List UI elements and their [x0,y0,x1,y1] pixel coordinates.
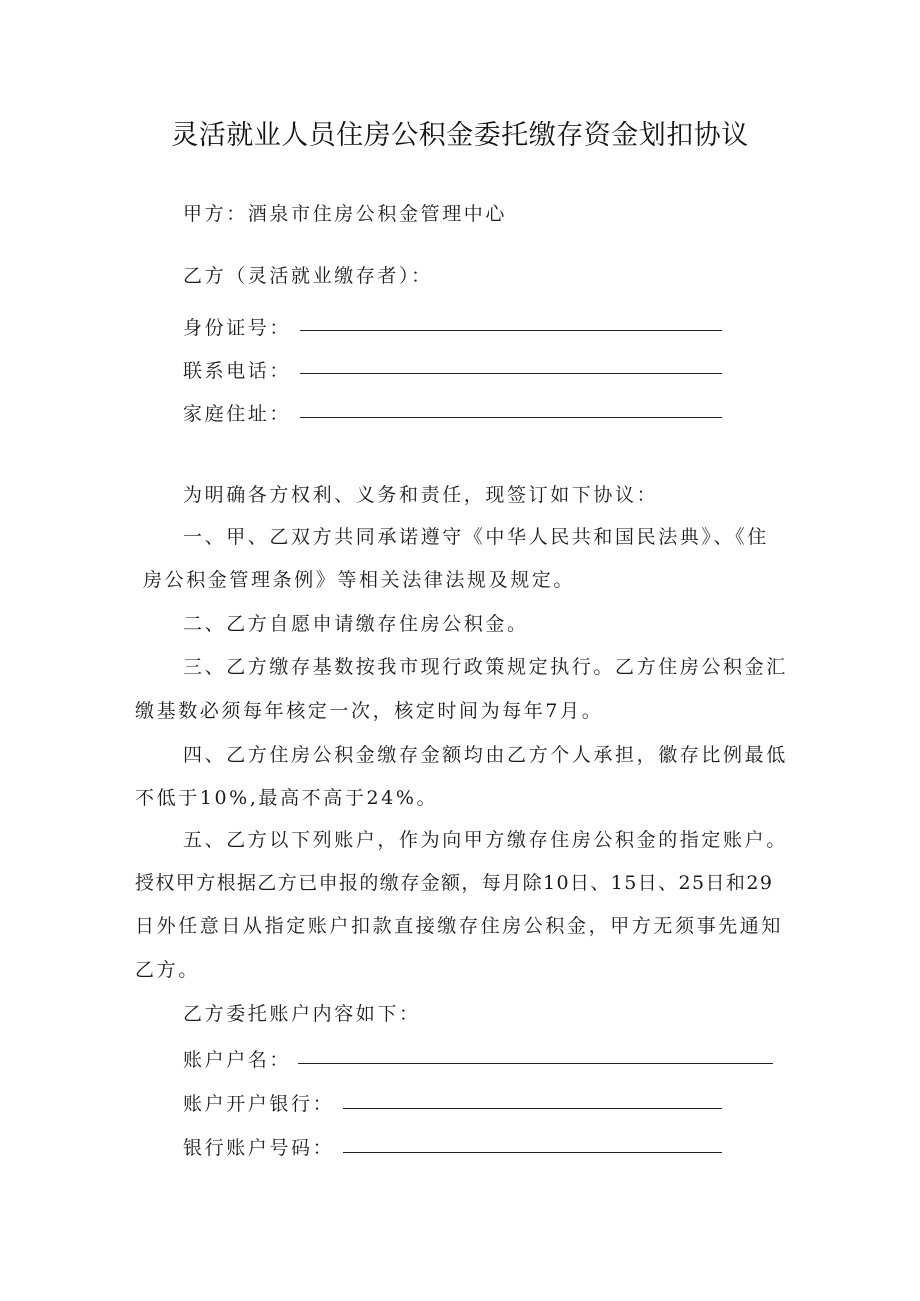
clause-3-line-1: 三、乙方缴存基数按我市现行政策规定执行。乙方住房公积金汇 [183,656,788,678]
clause-4-line-1: 四、乙方住房公积金缴存金额均由乙方个人承担，徽存比例最低 [183,744,788,766]
clause-5-line-4: 乙方。 [135,959,200,981]
id-number-label: 身份证号： [183,317,292,339]
account-number-field[interactable] [343,1152,722,1153]
account-name-label: 账户户名： [183,1049,292,1071]
id-number-field[interactable] [300,330,722,331]
clause-5-line-2: 授权甲方根据乙方已申报的缴存金额，每月除10日、15日、25日和29 [135,872,774,894]
phone-field[interactable] [300,373,722,374]
document-title: 灵活就业人员住房公积金委托缴存资金划扣协议 [171,120,749,151]
phone-label: 联系电话： [183,360,292,382]
account-intro: 乙方委托账户内容如下： [183,1003,421,1025]
clause-1-line-2: 房公积金管理条例》等相关法律法规及规定。 [143,569,576,591]
bank-name-label: 账户开户银行： [183,1093,335,1115]
agreement-intro: 为明确各方权利、义务和责任，现签订如下协议： [183,484,659,506]
clause-4-line-2: 不低于10%,最高不高于24%。 [135,787,439,809]
party-a: 甲方：酒泉市住房公积金管理中心 [183,203,508,225]
account-name-field[interactable] [298,1063,773,1064]
clause-3-line-2: 缴基数必须每年核定一次，核定时间为每年7月。 [135,700,604,722]
clause-5-line-1: 五、乙方以下列账户，作为向甲方缴存住房公积金的指定账户。 [183,829,788,851]
account-number-label: 银行账户号码： [183,1137,335,1159]
address-field[interactable] [300,417,722,418]
clause-2-line-1: 二、乙方自愿申请缴存住房公积金。 [183,613,529,635]
clause-5-line-3: 日外任意日从指定账户扣款直接缴存住房公积金，甲方无须事先通知 [135,915,784,937]
clause-1-line-1: 一、甲、乙双方共同承诺遵守《中华人民共和国民法典》、《住 [183,526,769,548]
address-label: 家庭住址： [183,403,292,425]
party-b: 乙方（灵活就业缴存者）： [183,265,433,287]
bank-name-field[interactable] [343,1108,722,1109]
